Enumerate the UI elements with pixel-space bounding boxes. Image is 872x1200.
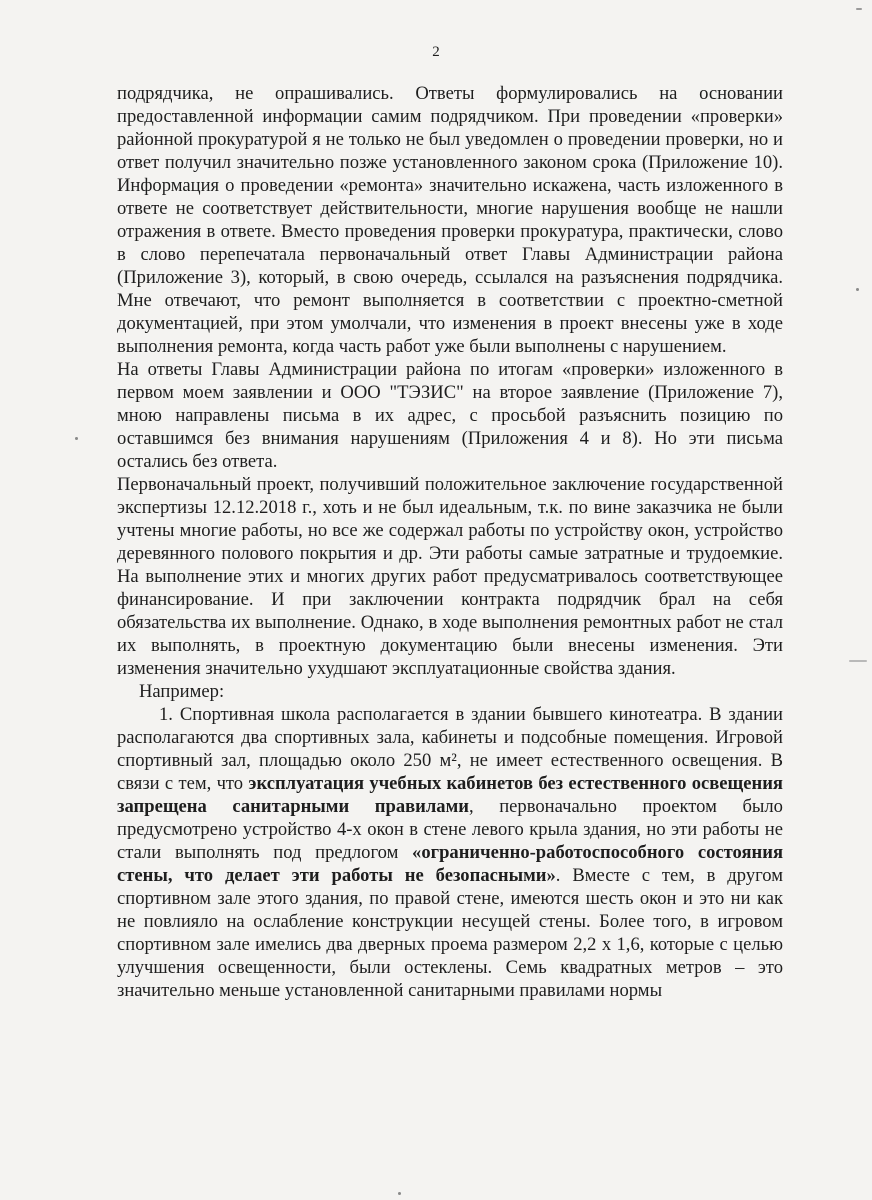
item-1-text-c: . Вместе с тем, в другом спортивном зале этого здания, по правой стене, имеются шесть окон и это ни как не повлияло на ослабление конструкции несущей стены. Более того, в игровом спортивном зале имелись два дверных проема размером 2,2 х 1,6, которые с целью улучшения освещенности, были остеклены. Семь квадратных метров – это значительно меньше установленной санитарными правилами нормы	[117, 865, 783, 1001]
scan-speck	[75, 437, 78, 440]
scan-speck	[856, 8, 862, 10]
scan-speck	[398, 1192, 401, 1195]
item-1-bold-b: «ограниченно-работоспособного состояния стены, что делает эти работы не безопасными»	[117, 842, 784, 886]
paragraph-item-1	[117, 703, 783, 1002]
item-1-text-a: 1. Спортивная школа располагается в здании бывшего кинотеатра. В здании располагаются два спортивных зала, кабинеты и подсобные помещения. Игровой спортивный зал, площадью около 250 м², не имеет естественного освещения. В связи с тем, что	[117, 704, 783, 794]
paragraph-2: На ответы Главы Администрации района по итогам «проверки» изложенного в первом моем заявлении и ООО "ТЭЗИС" на второе заявление (Приложение 7), мною направлены письма в их адрес, с просьбой разъяснить позицию по оставшимся без внимания нарушениям (Приложения 4 и 8). Но эти письма остались без ответа.	[117, 359, 783, 472]
paragraph-3: Первоначальный проект, получивший положительное заключение государственной экспертизы 12.12.2018 г., хоть и не был идеальным, т.к. по вине заказчика не были учтены многие работы, но все же содержал работы по устройству окон, устройство деревянного полового покрытия и др. Эти работы самые затратные и трудоемкие. На выполнение этих и многих других работ предусматривалось соответствующее финансирование. И при заключении контракта подрядчик брал на себя обязательства их выполнение. Однако, в ходе выполнения ремонтных работ не стал их выполнять, в проектную документацию были внесены изменения. Эти изменения значительно ухудшают эксплуатационные свойства здания.	[117, 474, 783, 679]
scan-speck	[856, 288, 859, 291]
document-body	[117, 82, 783, 1002]
paragraph-example-label: Например:	[139, 681, 225, 702]
item-1-bold-a: эксплуатация учебных кабинетов без естественного освещения запрещена санитарными правилами	[117, 773, 783, 817]
item-1-text-b: , первоначально проектом было предусмотрено устройство 4-х окон в стене левого крыла здания, но эти работы не стали выполнять под предлогом	[117, 796, 783, 863]
paragraph-1: подрядчика, не опрашивались. Ответы формулировались на основании предоставленной информации самим подрядчиком. При проведении «проверки» районной прокуратурой я не только не был уведомлен о проведении проверки, но и ответ получил значительно позже установленного законом срока (Приложение 10). Информация о проведении «ремонта» значительно искажена, часть изложенного в ответе не соответствует действительности, многие нарушения вообще не нашли отражения в ответе. Вместо проведения проверки прокуратура, практически, слово в слово перепечатала первоначальный ответ Главы Администрации района (Приложение 3), который, в свою очередь, ссылался на разъяснения подрядчика. Мне отвечают, что ремонт выполняется в соответствии с проектно-сметной документацией, при этом умолчали, что изменения в проект внесены уже в ходе выполнения ремонта, когда часть работ уже были выполнены с нарушением.	[117, 83, 783, 357]
page-number: 2	[432, 44, 440, 60]
scan-speck	[849, 660, 867, 662]
